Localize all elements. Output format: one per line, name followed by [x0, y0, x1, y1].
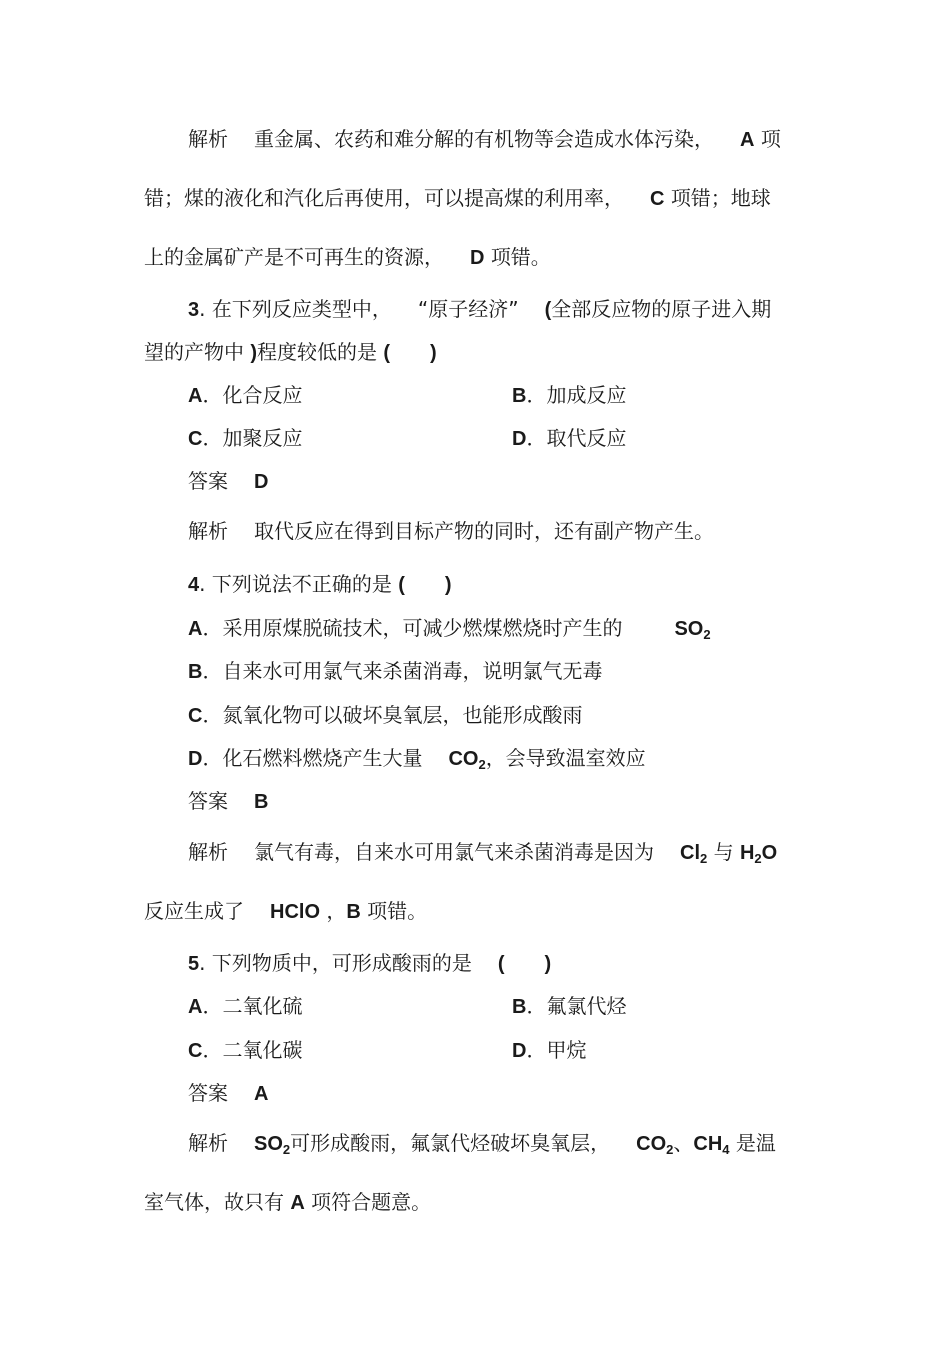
answer-label: 答案 [188, 469, 228, 493]
analysis-text: 项 [760, 127, 781, 151]
analysis-line [188, 516, 890, 546]
analysis-text: 室气体，故只有 [144, 1190, 284, 1214]
analysis-line [144, 242, 890, 272]
analysis-text: 取代反应在得到目标产物的同时，还有副产物产生。 [254, 519, 714, 543]
options-row [188, 380, 890, 410]
question-number: 5 [188, 953, 200, 975]
options-row [188, 991, 890, 1021]
option-c: C．氮氧化物可以破坏臭氧层，也能形成酸雨 [188, 703, 583, 727]
answer-blank: ( ) [398, 574, 452, 596]
analysis-text: 项错。 [490, 245, 551, 269]
analysis-line: 室气体，故只有 A 项符合题意。 [144, 1190, 432, 1214]
option-a: A．采用原煤脱硫技术，可减少燃煤燃烧时产生的 $SO_2$ [188, 616, 711, 642]
answer-line [188, 786, 890, 816]
analysis-label: 解析 [188, 519, 228, 543]
answer-line [188, 466, 890, 496]
analysis-label: 解析 [188, 1131, 228, 1155]
formula-h2o: $H_2O$ [739, 842, 778, 866]
analysis-line: 反应生成了 HClO ，B 项错。 [144, 899, 428, 923]
question-number: 4 [188, 574, 200, 596]
question-5-stem: 5. 下列物质中，可形成酸雨的是 ( ) [188, 951, 552, 975]
question-text: 全部反应物的原子进入期 [551, 297, 772, 321]
question-text: 下列物质中，可形成酸雨的是 [211, 951, 472, 975]
option-a: A．二氧化硫 [188, 994, 303, 1018]
question-text: 在下列反应类型中， [211, 297, 392, 321]
answer-value: A [254, 1083, 269, 1105]
paren: ) [250, 342, 258, 364]
formula-cl2: $Cl_2$ [680, 842, 708, 866]
option-b: B．氟氯代烃 [512, 994, 627, 1018]
question-text: “原子经济” [417, 297, 519, 321]
question-3-stem: 3. 在下列反应类型中， “原子经济” (全部反应物的原子进入期 [188, 297, 772, 321]
analysis-line [188, 124, 890, 154]
question-4-stem: 4. 下列说法不正确的是 ( ) [188, 572, 452, 596]
analysis-text: 错；煤的液化和汽化后再使用，可以提高煤的利用率， [144, 186, 624, 210]
analysis-line: 解析 $SO_2$可形成酸雨，氟氯代烃破坏臭氧层， $CO_2$、$CH_4$ 是温 [188, 1131, 776, 1157]
answer-label: 答案 [188, 1081, 228, 1105]
formula-co2: $CO_2$ [636, 1133, 674, 1157]
option-ref: C [650, 188, 665, 210]
question-text: 程度较低的是 [257, 340, 378, 364]
option-ref: A [290, 1192, 305, 1214]
analysis-label: 解析 [188, 840, 228, 864]
formula-hclo: HClO [270, 901, 320, 923]
option-d: D．化石燃料燃烧产生大量 $CO_2$，会导致温室效应 [188, 746, 646, 772]
analysis-text: 上的金属矿产是不可再生的资源， [144, 245, 444, 269]
answer-label: 答案 [188, 789, 228, 813]
question-3-stem-cont [144, 337, 890, 367]
option-ref: B [346, 901, 361, 923]
analysis-text: 重金属、农药和难分解的有机物等会造成水体污染， [254, 127, 714, 151]
analysis-text: 反应生成了 [144, 899, 244, 923]
answer-line [188, 1078, 890, 1108]
analysis-line: 解析 氯气有毒，自来水可用氯气来杀菌消毒是因为 $Cl_2$ 与 $H_2O$ [188, 840, 778, 866]
option-d: D．甲烷 [512, 1038, 587, 1062]
answer-blank: ( ) [497, 953, 552, 975]
answer-blank: ( ) [383, 342, 437, 364]
formula-so2: $SO_2$ [254, 1133, 291, 1157]
answer-value: D [254, 471, 269, 493]
formula-ch4: $CH_4$ [693, 1133, 730, 1157]
option-a: A．化合反应 [188, 383, 303, 407]
analysis-text: 项错；地球 [670, 186, 771, 210]
question-number: 3 [188, 299, 200, 321]
analysis-text: 可形成酸雨，氟氯代烃破坏臭氧层， [290, 1131, 611, 1155]
option-b: B．自来水可用氯气来杀菌消毒，说明氯气无毒 [188, 659, 603, 683]
options-row [188, 423, 890, 453]
analysis-text: 氯气有毒，自来水可用氯气来杀菌消毒是因为 [254, 840, 654, 864]
option-c: C．二氧化碳 [188, 1038, 303, 1062]
formula-co2: $CO_2$ [448, 748, 486, 772]
formula-so2: $SO_2$ [674, 618, 711, 642]
paren: ( [544, 299, 552, 321]
analysis-line [144, 183, 890, 213]
option-b: B．加成反应 [512, 383, 627, 407]
answer-value: B [254, 791, 269, 813]
option-d: D．取代反应 [512, 426, 627, 450]
option-c: C．加聚反应 [188, 426, 303, 450]
question-text: 下列说法不正确的是 [211, 572, 392, 596]
option-ref: D [470, 247, 485, 269]
option-ref: A [740, 129, 755, 151]
analysis-label: 解析 [188, 127, 228, 151]
options-row [188, 1035, 890, 1065]
question-text: 望的产物中 [144, 340, 244, 364]
